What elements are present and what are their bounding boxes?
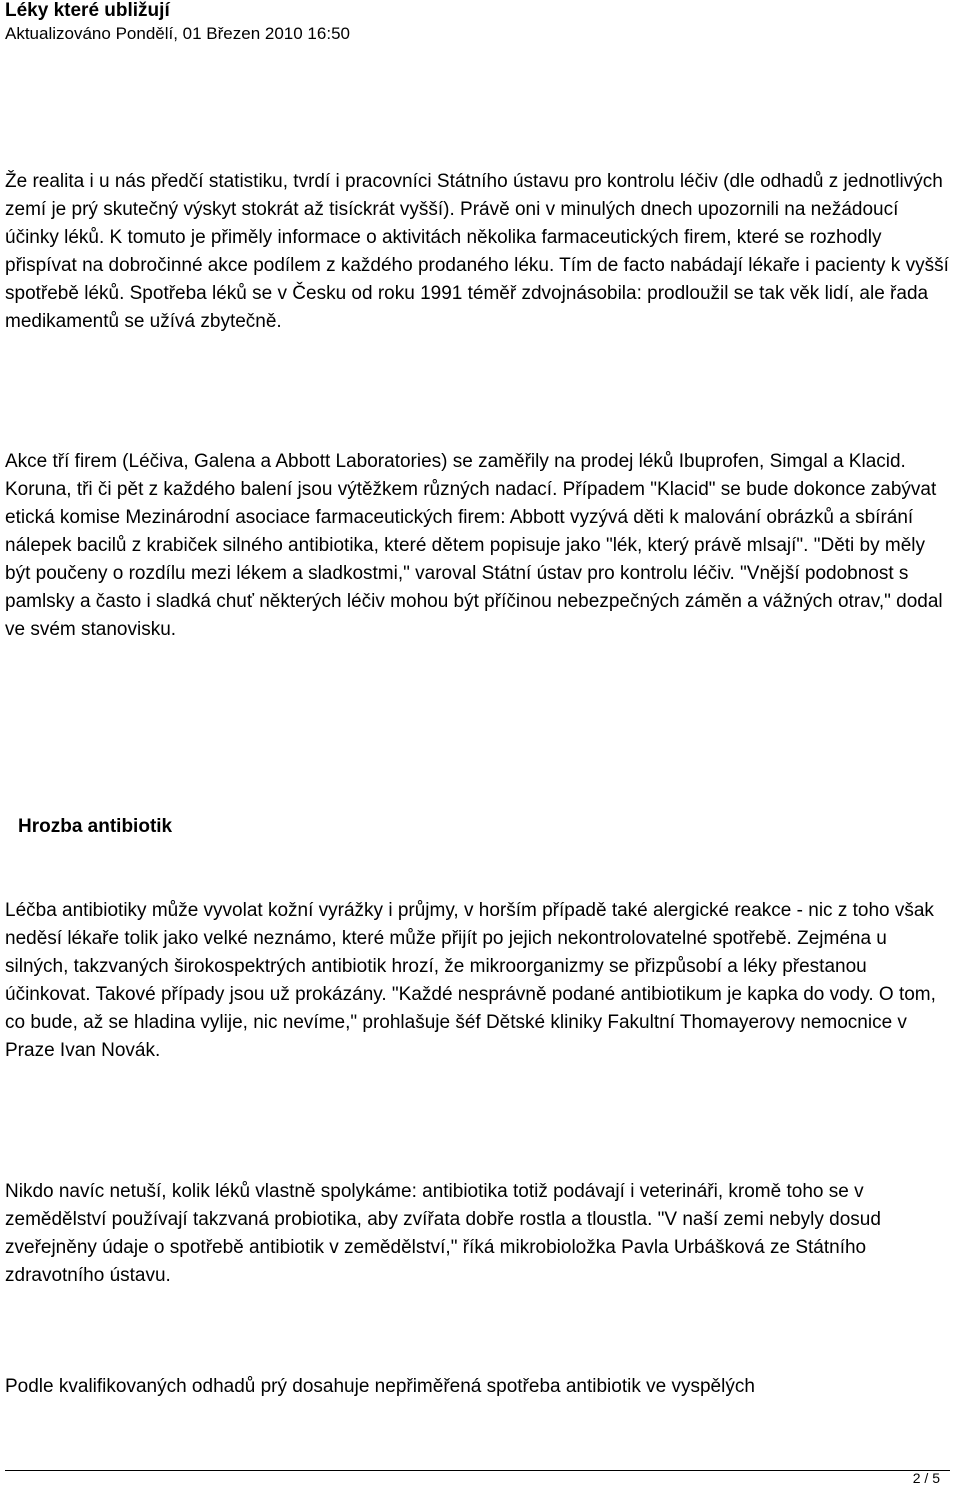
article-paragraph: Podle kvalifikovaných odhadů prý dosahuje nepřiměřená spotřeba antibiotik ve vyspělých (5, 1376, 755, 1397)
article-paragraph: Nikdo navíc netuší, kolik léků vlastně spolykáme: antibiotika totiž podávají i veterináři, kromě toho se v zemědělství používají takzvaná probiotika, aby zvířata dobře rostla a tloustla. "V naší zemi nebyly dosud zveřejněny údaje o spotřebě antibiotik v zemědělství," říká mikrobioložka Pavla Urbášková ze Státního zdravotního ústavu. (5, 1181, 881, 1286)
updated-date: Aktualizováno Pondělí, 01 Březen 2010 16:50 (5, 24, 350, 43)
article-paragraph: Akce tří firem (Léčiva, Galena a Abbott Laboratories) se zaměřily na prodej léků Ibuprofen, Simgal a Klacid. Koruna, tři či pět z každého balení jsou výtěžkem různých nadací. Případem "Klacid" se bude dokonce zabývat etická komise Mezinárodní asociace farmaceutických firem: Abbott vyzývá děti k malování obrázků a sbírání nálepek bacilů z krabiček silného antibiotika, které dětem popisuje jako "lék, který právě mlsají". "Děti by měly být poučeny o rozdílu mezi lékem a sladkostmi," varoval Státní ústav pro kontrolu léčiv. "Vnější podobnost s pamlsky a často i sladká chuť některých léčiv mohou být příčinou nebezpečných záměn a vážných otrav," dodal ve svém stanovisku. (5, 451, 943, 640)
article-title: Léky které ubližují (5, 0, 170, 21)
section-heading: Hrozba antibiotik (18, 816, 173, 837)
footer-divider (5, 1470, 950, 1471)
article-paragraph: Že realita i u nás předčí statistiku, tvrdí i pracovníci Státního ústavu pro kontrolu léčiv (dle odhadů z jednotlivých zemí je prý skutečný výskyt stokrát až tisíckrát vyšší). Právě oni v minulých dnech upozornili na nežádoucí účinky léků. K tomuto je přiměly informace o aktivitách několika farmaceutických firem, které se rozhodly přispívat na dobročinné akce podílem z každého prodaného léku. Tím de facto nabádají lékaře i pacienty k vyšší spotřebě léků. Spotřeba léků se v Česku od roku 1991 téměř zdvojnásobila: prodloužil se tak věk lidí, ale řada medikamentů se užívá zbytečně. (5, 171, 949, 332)
page-number: 2 / 5 (912, 1470, 940, 1486)
article-paragraph: Léčba antibiotiky může vyvolat kožní vyrážky i průjmy, v horším případě také alergické reakce - nic z toho však neděsí lékaře tolik jako velké neznámo, které může přijít po jejich nekontrolovatelné spotřebě. Zejména u silných, takzvaných širokospektrých antibiotik hrozí, že mikroorganizmy se přizpůsobí a léky přestanou účinkovat. Takové případy jsou už prokázány. "Každé nesprávně podané antibiotikum je kapka do vody. O tom, co bude, až se hladina vylije, nic nevíme," prohlašuje šéf Dětské kliniky Fakultní Thomayerovy nemocnice v Praze Ivan Novák. (5, 900, 936, 1061)
page-header (5, 0, 955, 45)
